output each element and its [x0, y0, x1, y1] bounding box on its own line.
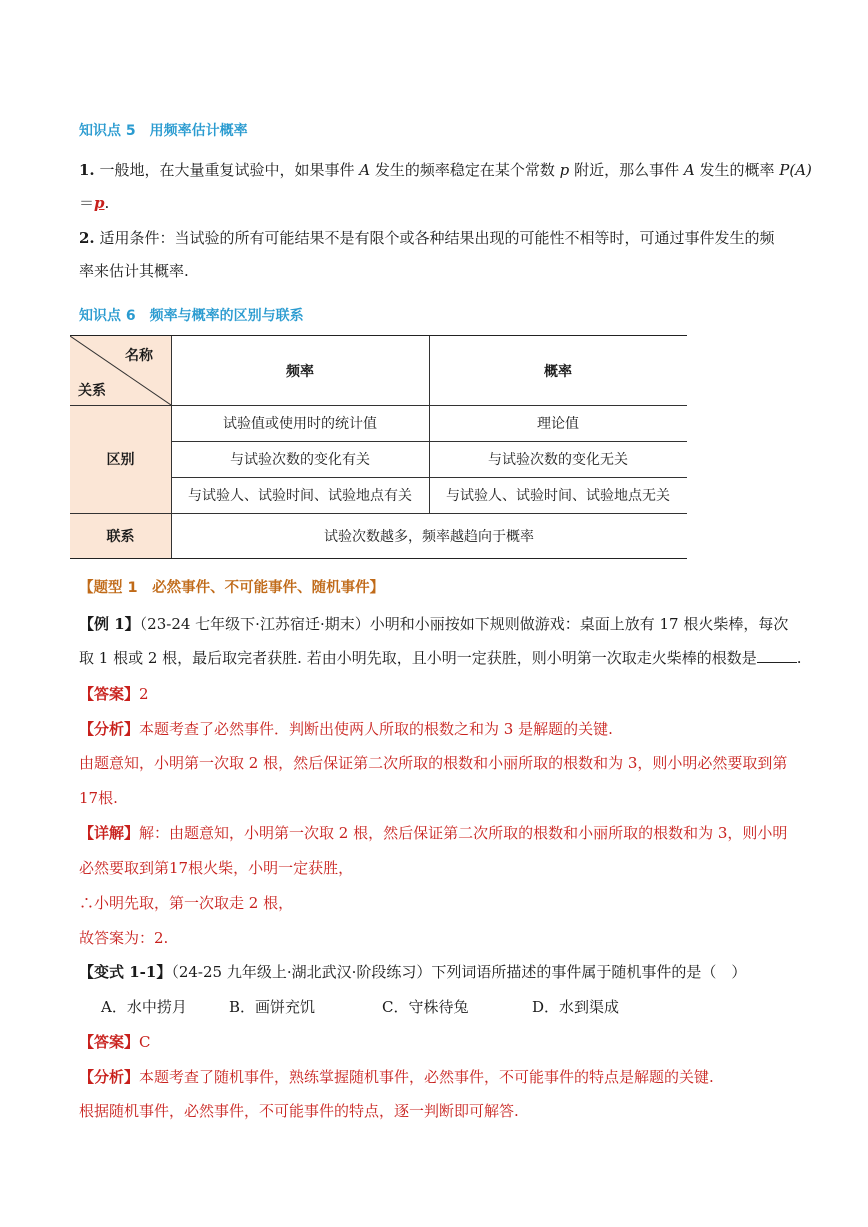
table-cell: 与试验人、试验时间、试验地点有关: [188, 488, 412, 504]
kp5-heading: 知识点 5 用频率估计概率: [79, 123, 248, 139]
kp6-heading: 知识点 6 频率与概率的区别与联系: [79, 308, 304, 324]
kp5-p1-p-answer: p: [94, 194, 105, 212]
kp5-p1-line2: [79, 193, 109, 213]
answer-blank: [757, 649, 797, 663]
analysis-text: 本题考查了必然事件．判断出使两人所取的根数之和为 3 是解题的关键.: [139, 720, 613, 738]
kp5-p1-end: .: [104, 194, 110, 212]
example1-detail-l1: [79, 823, 787, 843]
variant1-option-d: D．水到渠成: [532, 998, 620, 1016]
example1-analysis-l2: 17根.: [79, 789, 118, 807]
example1-answer: [79, 684, 149, 704]
variant1-line1: [79, 962, 746, 982]
variant1-option-b: B．画饼充饥: [229, 998, 316, 1016]
answer-tag: 【答案】: [79, 685, 140, 703]
kp5-p1-var-a: A: [359, 161, 371, 179]
answer-value: C: [139, 1033, 151, 1051]
variant1-option-c: C．守株待兔: [382, 998, 469, 1016]
kp5-p1-text-c: 附近，那么事件: [574, 161, 680, 179]
analysis-text: 本题考查了随机事件，熟练掌握随机事件，必然事件，不可能事件的特点是解题的关键.: [139, 1068, 714, 1086]
connection-cell: 试验次数越多，频率越趋向于概率: [324, 528, 534, 545]
detail-tag: 【详解】: [79, 824, 140, 842]
row-label-connection: 联系: [106, 528, 135, 545]
kp5-p2-line2: 率来估计其概率.: [79, 262, 189, 280]
header-probability: 概率: [544, 363, 572, 380]
analysis-tag: 【分析】: [79, 720, 140, 738]
kp5-p1-text-a: 一般地，在大量重复试验中，如果事件: [99, 161, 355, 179]
kp5-p1-text-b: 发生的频率稳定在某个常数: [374, 161, 555, 179]
kp5-p1-pa: P(A): [779, 161, 812, 179]
example1-analysis: [79, 719, 613, 739]
corner-label-relation: 关系: [78, 383, 106, 399]
example1-tag: 【例 1】: [79, 615, 140, 633]
example1-line2: [79, 648, 801, 668]
table-rule: [70, 405, 687, 406]
variant1-text: （24-25 九年级上·湖北武汉·阶段练习）下列词语所描述的事件属于随机事件的是（ ）: [171, 963, 747, 981]
kp5-p1-var-a2: A: [683, 161, 695, 179]
kp5-p2-text: 适用条件：当试验的所有可能结果不是有限个或各种结果出现的可能性不相等时，可通过事件发生的频: [99, 229, 775, 247]
variant1-analysis-l2: 根据随机事件，必然事件，不可能事件的特点，逐一判断即可解答.: [79, 1102, 519, 1120]
example1-text: （23-24 七年级下·江苏宿迁·期末）小明和小丽按如下规则做游戏：桌面上放有 17 根火柴棒，每次: [139, 615, 789, 633]
variant1-analysis: [79, 1067, 714, 1087]
variant1-answer: [79, 1032, 151, 1052]
example1-detail-l3: ∴小明先取，第一次取走 2 根，: [79, 894, 294, 912]
kp5-p2-number: 2.: [79, 229, 95, 247]
example1-line1: [79, 614, 788, 634]
row-label-difference: 区别: [106, 451, 135, 468]
table-rule: [171, 336, 172, 558]
example1-detail-l4: 故答案为：2.: [79, 929, 169, 947]
answer-value: 2: [139, 685, 149, 703]
answer-tag: 【答案】: [79, 1033, 140, 1051]
comparison-table: [70, 335, 687, 559]
example1-detail-l2: 必然要取到第17根火柴，小明一定获胜，: [79, 859, 354, 877]
table-rule: [429, 336, 430, 513]
header-frequency: 频率: [286, 363, 314, 380]
table-cell: 与试验人、试验时间、试验地点无关: [446, 488, 670, 504]
variant1-tag: 【变式 1-1】: [79, 963, 172, 981]
table-cell: 与试验次数的变化有关: [230, 452, 370, 468]
table-cell: 与试验次数的变化无关: [488, 452, 628, 468]
variant1-option-a: A．水中捞月: [101, 998, 187, 1016]
example1-text2: 取 1 根或 2 根，最后取完者获胜. 若由小明先取，且小明一定获胜，则小明第一次取走火柴棒的根数是: [79, 649, 757, 667]
example1-end: .: [796, 649, 802, 667]
table-cell: 试验值或使用时的统计值: [223, 416, 377, 432]
type1-heading: 【题型 1 必然事件、不可能事件、随机事件】: [79, 580, 385, 596]
kp5-p1-number: 1.: [79, 161, 95, 179]
kp5-p1-text-d: 发生的概率: [699, 161, 775, 179]
example1-analysis-l1: 由题意知，小明第一次取 2 根，然后保证第二次所取的根数和小丽所取的根数和为 3，则小明必然要取到第: [79, 754, 788, 772]
table-cell: 理论值: [537, 416, 579, 432]
kp5-p1-var-p: p: [559, 161, 570, 179]
detail-text: 解：由题意知，小明第一次取 2 根，然后保证第二次所取的根数和小丽所取的根数和为 3，则小明: [139, 824, 788, 842]
kp5-p1-line1: [79, 160, 812, 180]
corner-label-name: 名称: [125, 348, 153, 364]
table-rule: [70, 513, 687, 514]
kp5-p2-line1: [79, 228, 774, 248]
kp5-p1-eq: ＝: [79, 194, 95, 212]
analysis-tag: 【分析】: [79, 1068, 140, 1086]
